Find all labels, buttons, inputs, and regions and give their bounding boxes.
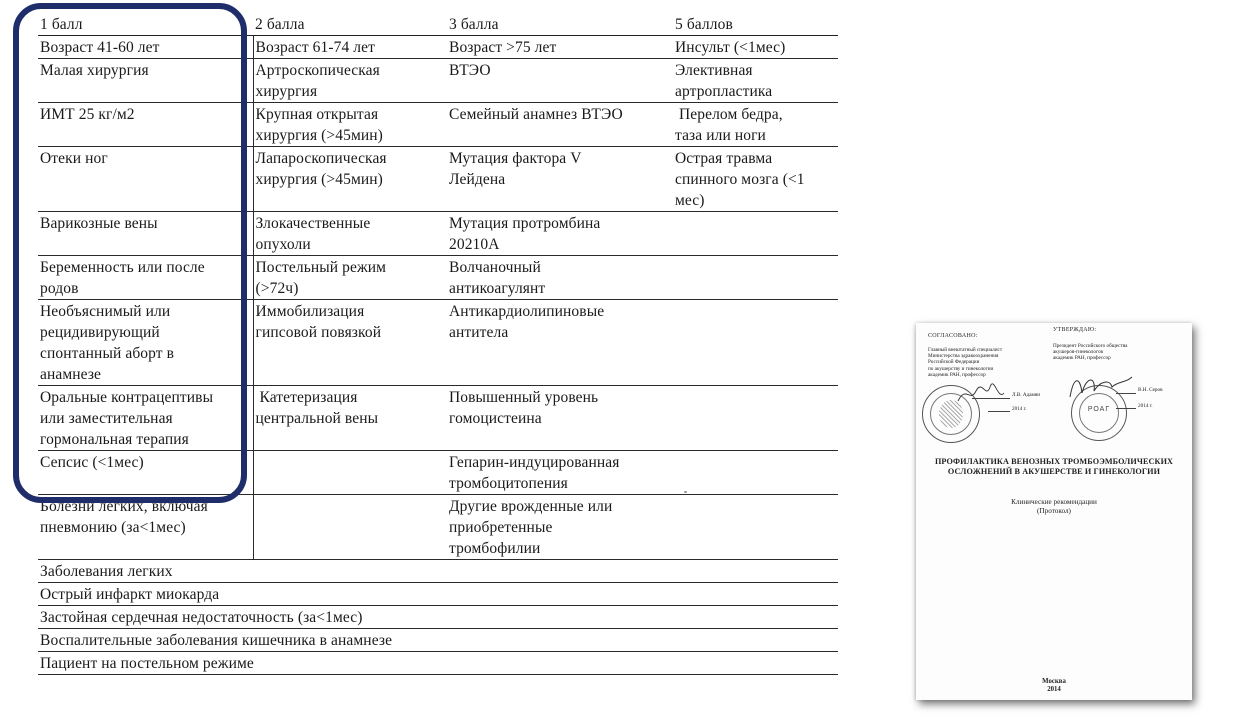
cover-footer — [916, 678, 1192, 694]
wide-row-cell: Острый инфаркт миокарда — [38, 583, 838, 606]
cell-line: (>72ч) — [255, 280, 299, 297]
left-date: 2014 г. — [1012, 406, 1027, 412]
score-3-cell — [447, 212, 673, 256]
cover-left-block — [928, 347, 1002, 378]
left-signer: Л.В. Адамян — [1012, 392, 1041, 398]
cover-right-header: УТВЕРЖДАЮ: — [1053, 327, 1097, 333]
cell-line: таза или ноги — [675, 127, 766, 144]
score-1-cell — [38, 300, 253, 386]
cover-year: 2014 — [1047, 686, 1061, 693]
cell-line: спинного мозга (<1 — [675, 171, 805, 188]
score-1-cell — [38, 103, 253, 147]
score-2-cell — [253, 36, 447, 59]
risk-score-table — [38, 12, 838, 675]
protocol-cover-page — [916, 323, 1192, 700]
cell-line: Гепарин-индуцированная — [449, 454, 620, 471]
cell-line: хирургия — [255, 83, 318, 100]
score-3-cell — [447, 495, 673, 560]
cover-subtitle — [916, 498, 1192, 516]
table-header — [38, 12, 838, 36]
cell-line: ИМТ 25 кг/м2 — [40, 106, 135, 123]
cover-left-header: СОГЛАСОВАНО: — [928, 333, 978, 339]
cell-line: хирургия (>45мин) — [255, 171, 383, 188]
cell-line: Постельный режим — [255, 259, 387, 276]
table-row — [38, 386, 838, 451]
cell-line: тромбоцитопения — [449, 475, 568, 492]
score-3-cell — [447, 59, 673, 103]
header-1-point: 1 балл — [38, 12, 253, 36]
right-signature-line — [1116, 393, 1136, 394]
cell-line: рецидивирующий — [40, 324, 160, 341]
score-5-cell — [673, 300, 838, 386]
cell-line: Беременность или после — [40, 259, 205, 276]
right-signature-icon — [1066, 371, 1136, 401]
table-row — [38, 495, 838, 560]
cover-right-line: Президент Российского общества — [1053, 343, 1128, 349]
cell-line: Повышенный уровень — [449, 389, 599, 406]
score-2-cell — [253, 147, 447, 212]
cover-subtitle-line: Клинические рекомендации — [1011, 498, 1097, 506]
table-row — [38, 212, 838, 256]
cell-line: Отеки ног — [40, 150, 108, 167]
cover-right-block — [1053, 343, 1127, 362]
score-3-cell — [447, 386, 673, 451]
cell-line: хирургия (>45мин) — [255, 127, 383, 144]
cell-line: артропластика — [675, 83, 773, 100]
cover-title-line: ПРОФИЛАКТИКА ВЕНОЗНЫХ ТРОМБОЭМБОЛИЧЕСКИХ — [934, 457, 1174, 466]
left-signature-icon — [956, 383, 1006, 405]
score-1-cell — [38, 386, 253, 451]
cell-line: Иммобилизация — [255, 303, 365, 320]
score-2-cell — [253, 256, 447, 300]
cell-line: гормональная терапия — [40, 431, 189, 448]
header-row — [38, 12, 838, 36]
header-2-points: 2 балла — [253, 12, 447, 36]
cell-line: опухоли — [255, 236, 311, 253]
cell-line: приобретенные — [449, 519, 553, 536]
cell-line: Мутация фактора V — [449, 150, 582, 167]
cell-line: Оральные контрацептивы — [40, 389, 214, 406]
score-3-cell — [447, 256, 673, 300]
cell-line: Необъяснимый или — [40, 303, 171, 320]
cell-line: Возраст >75 лет — [449, 39, 557, 56]
cell-line: центральной вены — [255, 410, 379, 427]
cell-line: гипсовой повязкой — [255, 324, 382, 341]
cover-city: Москва — [1042, 678, 1066, 685]
cover-left-line: Министерства здравоохранения — [928, 353, 999, 360]
cell-line: Сепсис (<1мес) — [40, 454, 144, 471]
table-row-wide — [38, 652, 838, 675]
wide-row-cell: Пациент на постельном режиме — [38, 652, 838, 675]
score-5-cell — [673, 451, 838, 495]
cell-line: Возраст 61-74 лет — [255, 39, 375, 56]
left-date-line — [988, 411, 1010, 412]
score-5-cell — [673, 59, 838, 103]
right-date: 2014 г. — [1138, 403, 1153, 409]
right-signer: В.Н. Серов — [1138, 387, 1163, 393]
wide-row-cell: Застойная сердечная недостаточность (за<1мес) — [38, 606, 838, 629]
cell-line: Злокачественные — [255, 215, 371, 232]
cell-line: Болезни легких, включая — [40, 498, 208, 515]
cell-line: Антикардиолипиновые — [449, 303, 605, 320]
score-2-cell — [253, 212, 447, 256]
cell-line: Варикозные вены — [40, 215, 158, 232]
score-2-cell — [253, 495, 447, 560]
score-1-cell — [38, 59, 253, 103]
header-5-points: 5 баллов — [673, 12, 838, 36]
score-2-cell — [253, 386, 447, 451]
score-5-cell — [673, 103, 838, 147]
cell-line: Острая травма — [675, 150, 773, 167]
score-1-cell — [38, 495, 253, 560]
score-3-cell — [447, 451, 673, 495]
cell-line: Перелом бедра, — [675, 106, 783, 123]
table-row-wide — [38, 629, 838, 652]
cell-line: Инсульт (<1мес) — [675, 39, 786, 56]
score-2-cell — [253, 103, 447, 147]
score-5-cell — [673, 386, 838, 451]
cell-line: Крупная открытая — [255, 106, 379, 123]
table-row — [38, 103, 838, 147]
cell-line: мес) — [675, 192, 705, 209]
cell-line: или заместительная — [40, 410, 173, 427]
table-body — [38, 36, 838, 675]
cell-line: Артроскопическая — [255, 62, 380, 79]
cover-left-line: академик РАН, профессор — [928, 371, 986, 378]
score-3-cell — [447, 300, 673, 386]
score-1-cell — [38, 212, 253, 256]
table-row — [38, 36, 838, 59]
scan-speck — [684, 491, 687, 493]
score-3-cell — [447, 147, 673, 212]
wide-row-cell: Воспалительные заболевания кишечника в анамнезе — [38, 629, 838, 652]
cell-line: Мутация протромбина — [449, 215, 601, 232]
left-signature-line — [972, 398, 1010, 399]
score-2-cell — [253, 451, 447, 495]
score-5-cell — [673, 212, 838, 256]
cell-line: Возраст 41-60 лет — [40, 39, 160, 56]
cover-left-line: Российской Федерации — [928, 359, 980, 366]
cell-line: антикоагулянт — [449, 280, 546, 297]
cell-line: Другие врожденные или — [449, 498, 613, 515]
table-row — [38, 59, 838, 103]
table-row-wide — [38, 583, 838, 606]
cell-line: Волчаночный — [449, 259, 541, 276]
cell-line: гомоцистеина — [449, 410, 542, 427]
score-5-cell — [673, 256, 838, 300]
table-row — [38, 147, 838, 212]
score-2-cell — [253, 300, 447, 386]
table-row — [38, 451, 838, 495]
table-row — [38, 256, 838, 300]
table-row-wide — [38, 606, 838, 629]
score-1-cell — [38, 256, 253, 300]
score-2-cell — [253, 59, 447, 103]
cell-line: тромбофилии — [449, 540, 541, 557]
cover-right-line: академик РАН, профессор — [1053, 355, 1111, 362]
score-5-cell — [673, 36, 838, 59]
cell-line: родов — [40, 280, 79, 297]
cell-line: Малая хирургия — [40, 62, 149, 79]
score-1-cell — [38, 36, 253, 59]
header-3-points: 3 балла — [447, 12, 673, 36]
cover-left-line: Главный внештатный специалист — [928, 347, 1003, 353]
table-row-wide — [38, 560, 838, 583]
cell-line: Лейдена — [449, 171, 506, 188]
cover-title — [916, 457, 1192, 476]
right-date-line — [1116, 408, 1136, 409]
cell-line: Лапароскопическая — [255, 150, 387, 167]
cell-line: Элективная — [675, 62, 753, 79]
table-row — [38, 300, 838, 386]
score-3-cell — [447, 36, 673, 59]
cover-title-line: ОСЛОЖНЕНИЙ В АКУШЕРСТВЕ И ГИНЕКОЛОГИИ — [947, 466, 1161, 476]
score-1-cell — [38, 147, 253, 212]
cell-line: Семейный анамнез ВТЭО — [449, 106, 623, 123]
cell-line: анамнезе — [40, 366, 102, 383]
cell-line: спонтанный аборт в — [40, 345, 175, 362]
cover-right-line: акушеров-гинекологов — [1053, 349, 1103, 356]
score-5-cell — [673, 147, 838, 212]
cell-line: антитела — [449, 324, 509, 341]
cell-line: Катетеризация — [255, 389, 358, 406]
cell-line: ВТЭО — [449, 62, 491, 79]
cover-subtitle-line: (Протокол) — [1037, 507, 1071, 515]
score-1-cell — [38, 451, 253, 495]
wide-row-cell: Заболевания легких — [38, 560, 838, 583]
right-seal-text: РОАГ — [1087, 406, 1111, 413]
score-3-cell — [447, 103, 673, 147]
cell-line: 20210А — [449, 236, 500, 253]
cell-line: пневмонию (за<1мес) — [40, 519, 186, 536]
cover-left-line: по акушерству и гинекологии — [928, 365, 994, 372]
score-5-cell — [673, 495, 838, 560]
